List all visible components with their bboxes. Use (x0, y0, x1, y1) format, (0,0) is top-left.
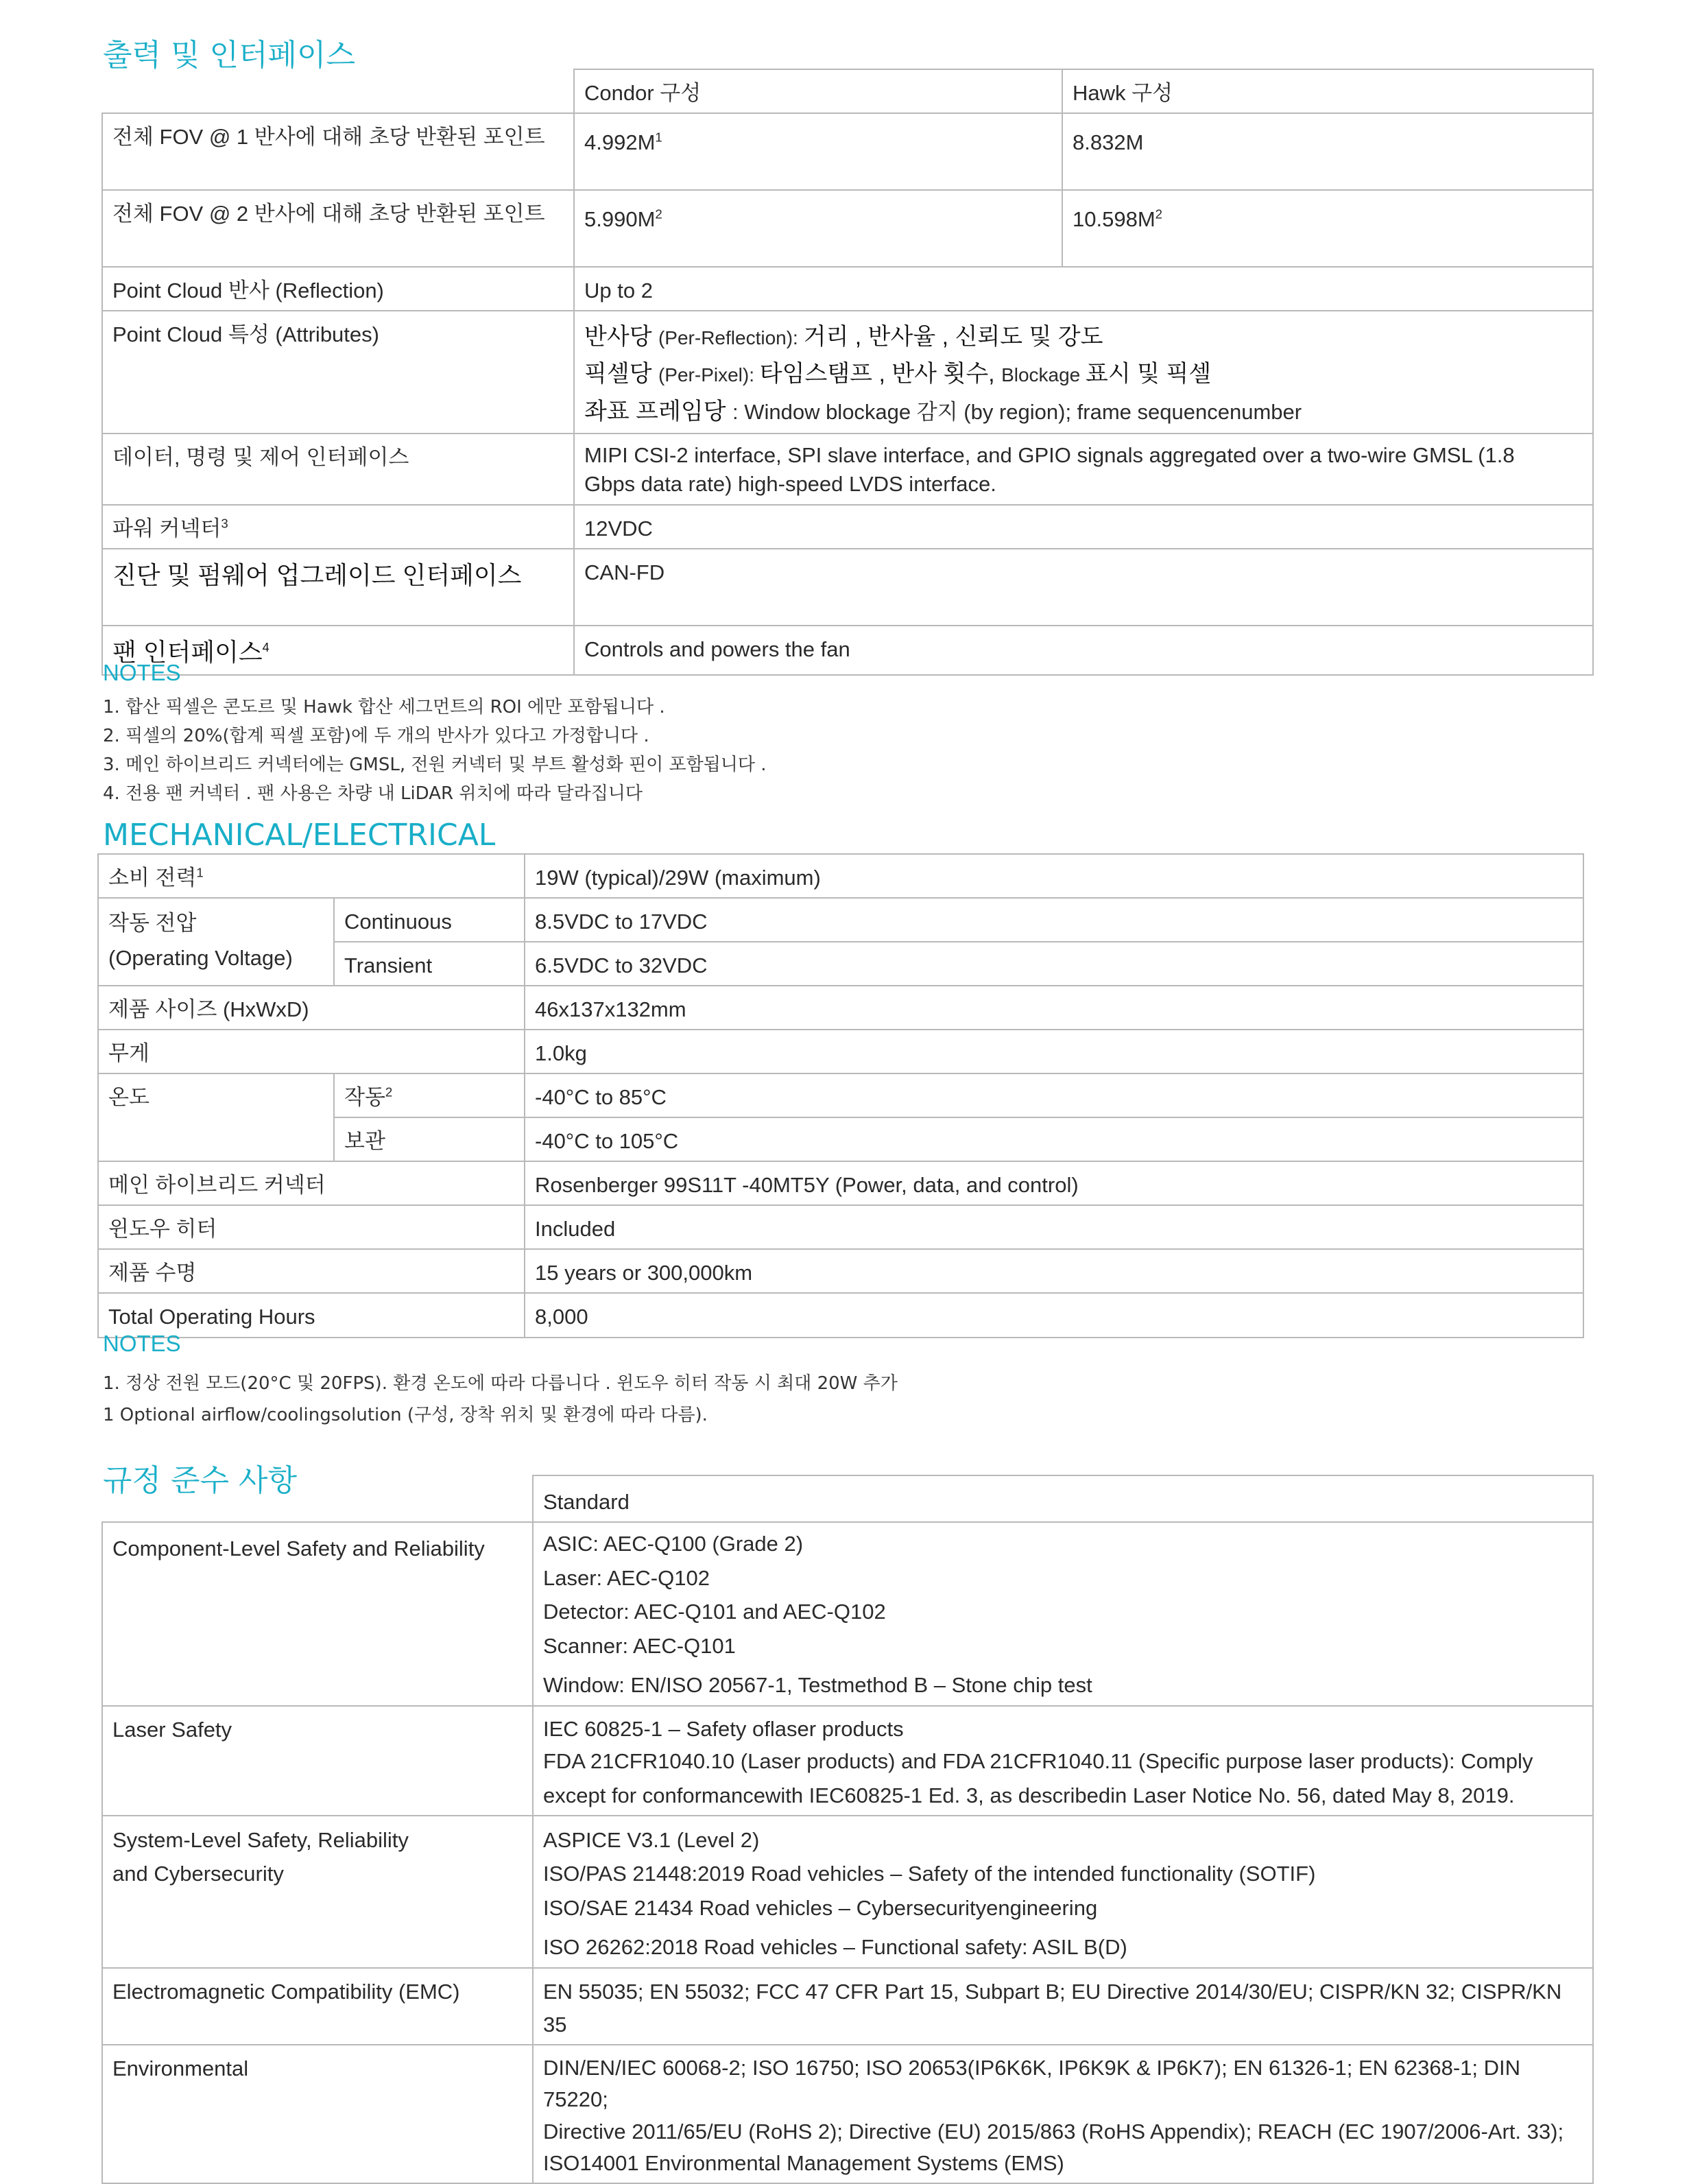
attr-line2-blockage: Blockage (1001, 364, 1086, 386)
row-label-power-connector (102, 505, 574, 549)
system-label (102, 1816, 533, 1968)
operating-temp-value: -40°C to 85°C (525, 1073, 1583, 1117)
col-header-standard: Standard (533, 1475, 1593, 1522)
operating-temp-sup: 2 (385, 1084, 393, 1100)
output-interface-table (101, 69, 1594, 676)
hours-label: Total Operating Hours (98, 1293, 525, 1337)
table-row (98, 1293, 1583, 1337)
data-interface-line1: MIPI CSI-2 interface, SPI slave interface, and GPIO signals aggregated over a two-wire GMSL (1.8 (584, 443, 1515, 468)
heater-label: 윈도우 히터 (98, 1205, 525, 1249)
table-corner (102, 69, 574, 113)
emc-label: Electromagnetic Compatibility (EMC) (102, 1968, 533, 2045)
output-note-3: 3. 메인 하이브리드 커넥터에는 GMSL, 전원 커넥터 및 부트 활성화 핀이 포함됩니다 . (103, 755, 767, 775)
hours-value: 8,000 (525, 1293, 1583, 1337)
laser-label: Laser Safety (102, 1706, 533, 1816)
power-value: 19W (typical)/29W (maximum) (525, 854, 1583, 898)
table-row (102, 549, 1593, 626)
output-note-1: 1. 합산 픽셀은 콘도르 및 Hawk 합산 세그먼트의 ROI 에만 포함됩니다 . (103, 697, 665, 717)
table-row (102, 311, 1593, 434)
voltage-label-line2: (Operating Voltage) (108, 946, 293, 971)
row-label-attributes: Point Cloud 특성 (Attributes) (102, 311, 574, 434)
environmental-value (533, 2045, 1593, 2183)
attr-line3-rest: : Window blockage 감지 (by region); frame sequencenumber (732, 399, 1302, 424)
system-value (533, 1816, 1593, 1968)
continuous-value: 8.5VDC to 17VDC (525, 898, 1583, 942)
component-value (533, 1522, 1593, 1706)
table-row (102, 190, 1593, 267)
row-label-reflection: Point Cloud 반사 (Reflection) (102, 267, 574, 311)
col-header-hawk: Hawk 구성 (1062, 69, 1593, 113)
component-line: Detector: AEC-Q101 and AEC-Q102 (543, 1600, 886, 1624)
attr-line2-kr: 픽셀당 (584, 361, 658, 388)
output-note-4: 4. 전용 팬 커넥터 . 팬 사용은 차량 내 LiDAR 위치에 따라 달라집니다 (103, 783, 643, 804)
continuous-label: Continuous (334, 898, 525, 942)
weight-label: 무게 (98, 1030, 525, 1073)
power-connector-value: 12VDC (574, 505, 1593, 549)
component-label: Component-Level Safety and Reliability (102, 1522, 533, 1706)
table-row (98, 1161, 1583, 1205)
laser-line: FDA 21CFR1040.10 (Laser products) and FDA 21CFR1040.11 (Specific purpose laser products): Comply (543, 1748, 1533, 1773)
component-line: ASIC: AEC-Q100 (Grade 2) (543, 1532, 804, 1556)
power-label: 소비 전력 (108, 866, 197, 890)
component-line: Window: EN/ISO 20567-1, Testmethod B – Stone chip test (543, 1673, 1092, 1698)
attr-line2-end: 표시 및 픽셀 (1086, 361, 1212, 388)
output-section-title: 출력 및 인터페이스 (103, 38, 356, 73)
attr-line1-en: (Per-Reflection): (658, 327, 804, 349)
storage-temp-value: -40°C to 105°C (525, 1117, 1583, 1161)
fov1-condor-sup: 1 (655, 130, 662, 145)
laser-line: except for conformancewith IEC60825-1 Ed. 3, as describedin Laser Notice No. 56, dated May 8, 2019. (543, 1783, 1515, 1808)
table-row (98, 1073, 1583, 1117)
system-label-line1: System-Level Safety, Reliability (112, 1827, 409, 1852)
attr-line1-rest: 거리 , 반사율 , 신뢰도 및 강도 (803, 324, 1103, 351)
output-notes-title: NOTES (103, 660, 181, 685)
table-row (98, 1030, 1583, 1073)
mechanical-electrical-table (97, 853, 1584, 1338)
compliance-table (101, 1475, 1594, 2184)
mech-note-1: 1. 정상 전원 모드(20°C 및 20FPS). 환경 온도에 따라 다릅니다 . 윈도우 히터 작동 시 최대 20W 추가 (103, 1373, 898, 1394)
lifetime-value: 15 years or 300,000km (525, 1249, 1583, 1293)
table-row (102, 113, 1593, 190)
table-corner (102, 1475, 533, 1522)
environmental-label: Environmental (102, 2045, 533, 2183)
fov2-condor-sup: 2 (655, 206, 662, 222)
connector-value: Rosenberger 99S11T -40MT5Y (Power, data, and control) (525, 1161, 1583, 1205)
environmental-line: Directive 2011/65/EU (RoHS 2); Directive (EU) 2015/863 (RoHS Appendix); REACH (EC 1907/2006-Art. 33); (543, 2119, 1564, 2144)
heater-value: Included (525, 1205, 1583, 1249)
mech-notes-title: NOTES (103, 1331, 181, 1356)
table-row (102, 267, 1593, 311)
attributes-value (574, 311, 1593, 434)
component-line: Laser: AEC-Q102 (543, 1565, 710, 1590)
attr-line2-rest: 타임스탬프 , 반사 횟수, (759, 361, 1002, 388)
operating-temp-label-cell (334, 1073, 525, 1117)
table-row (102, 1706, 1593, 1816)
power-sup: 1 (196, 865, 204, 880)
component-line: Scanner: AEC-Q101 (543, 1633, 736, 1658)
table-row (98, 1249, 1583, 1293)
environmental-line: DIN/EN/IEC 60068-2; ISO 16750; ISO 20653(IP6K6K, IP6K9K & IP6K7); EN 61326-1; EN 62368-1; DIN 75220; (543, 2055, 1521, 2112)
temperature-label: 온도 (98, 1073, 334, 1161)
storage-temp-label: 보관 (334, 1117, 525, 1161)
mech-section-title: MECHANICAL/ELECTRICAL (103, 818, 496, 853)
table-row (98, 1205, 1583, 1249)
fov2-hawk-sup: 2 (1155, 206, 1162, 222)
attr-line2-en: (Per-Pixel): (658, 364, 760, 386)
size-value: 46x137x132mm (525, 986, 1583, 1030)
system-line: ISO/SAE 21434 Road vehicles – Cybersecurityengineering (543, 1895, 1098, 1920)
emc-value: EN 55035; EN 55032; FCC 47 CFR Part 15, Subpart B; EU Directive 2014/30/EU; CISPR/KN 32; CISPR/KN 35 (533, 1968, 1593, 2045)
fov2-condor-value: 5.990M (584, 207, 656, 232)
table-row (102, 1522, 1593, 1706)
power-label-cell (98, 854, 525, 898)
fov2-hawk-cell (1062, 190, 1593, 267)
power-connector-label: 파워 커넥터 (112, 517, 222, 541)
size-label: 제품 사이즈 (HxWxD) (98, 986, 525, 1030)
attr-line1-kr: 반사당 (584, 324, 658, 351)
system-line: ISO/PAS 21448:2019 Road vehicles – Safety of the intended functionality (SOTIF) (543, 1862, 1316, 1886)
table-row (102, 1816, 1593, 1968)
fov2-hawk-value: 10.598M (1073, 207, 1156, 232)
data-interface-line2: Gbps data rate) high-speed LVDS interface. (584, 472, 996, 497)
power-connector-sup: 3 (221, 516, 228, 531)
operating-temp-label: 작동 (344, 1085, 385, 1110)
system-line: ISO 26262:2018 Road vehicles – Functional safety: ASIL B(D) (543, 1935, 1127, 1960)
row-label-diagnostics: 진단 및 펌웨어 업그레이드 인터페이스 (102, 549, 574, 626)
transient-label: Transient (334, 942, 525, 986)
fov1-condor-value: 4.992M (584, 130, 656, 155)
fan-label: 팬 인터페이스 (112, 638, 263, 667)
table-row (98, 854, 1583, 898)
voltage-label-line1: 작동 전압 (108, 911, 197, 936)
data-interface-value (574, 434, 1593, 505)
table-row (102, 434, 1593, 505)
row-label-fov2: 전체 FOV @ 2 반사에 대해 초당 반환된 포인트 (102, 190, 574, 267)
transient-value: 6.5VDC to 32VDC (525, 942, 1583, 986)
mech-note-2: 1 Optional airflow/coolingsolution (구성, 장착 위치 및 환경에 따라 다름). (103, 1405, 708, 1425)
reflection-value: Up to 2 (574, 267, 1593, 311)
fov2-condor-cell (574, 190, 1062, 267)
table-row (102, 505, 1593, 549)
table-row (102, 1968, 1593, 2045)
fov1-condor-cell (574, 113, 1062, 190)
row-label-fov1: 전체 FOV @ 1 반사에 대해 초당 반환된 포인트 (102, 113, 574, 190)
table-row (102, 2045, 1593, 2183)
laser-value (533, 1706, 1593, 1816)
output-note-2: 2. 픽셀의 20%(합계 픽셀 포함)에 두 개의 반사가 있다고 가정합니다 . (103, 726, 649, 746)
voltage-label-cell (98, 898, 334, 986)
attr-line3-kr: 좌표 프레임당 (584, 398, 732, 425)
connector-label: 메인 하이브리드 커넥터 (98, 1161, 525, 1205)
row-label-data-interface: 데이터, 명령 및 제어 인터페이스 (102, 434, 574, 505)
compliance-section-title: 규정 준수 사항 (103, 1463, 297, 1498)
table-row (102, 626, 1593, 675)
system-label-line2: and Cybersecurity (112, 1862, 284, 1886)
environmental-line: ISO14001 Environmental Management Systems (EMS) (543, 2151, 1064, 2176)
diagnostics-value: CAN-FD (574, 549, 1593, 626)
fan-sup: 4 (262, 641, 270, 655)
fan-value: Controls and powers the fan (574, 626, 1593, 675)
laser-line: IEC 60825-1 – Safety oflaser products (543, 1717, 904, 1742)
weight-value: 1.0kg (525, 1030, 1583, 1073)
table-row (98, 898, 1583, 942)
system-line: ASPICE V3.1 (Level 2) (543, 1827, 760, 1852)
fov1-hawk-value: 8.832M (1062, 113, 1593, 190)
table-row (98, 986, 1583, 1030)
lifetime-label: 제품 수명 (98, 1249, 525, 1293)
col-header-condor: Condor 구성 (574, 69, 1062, 113)
